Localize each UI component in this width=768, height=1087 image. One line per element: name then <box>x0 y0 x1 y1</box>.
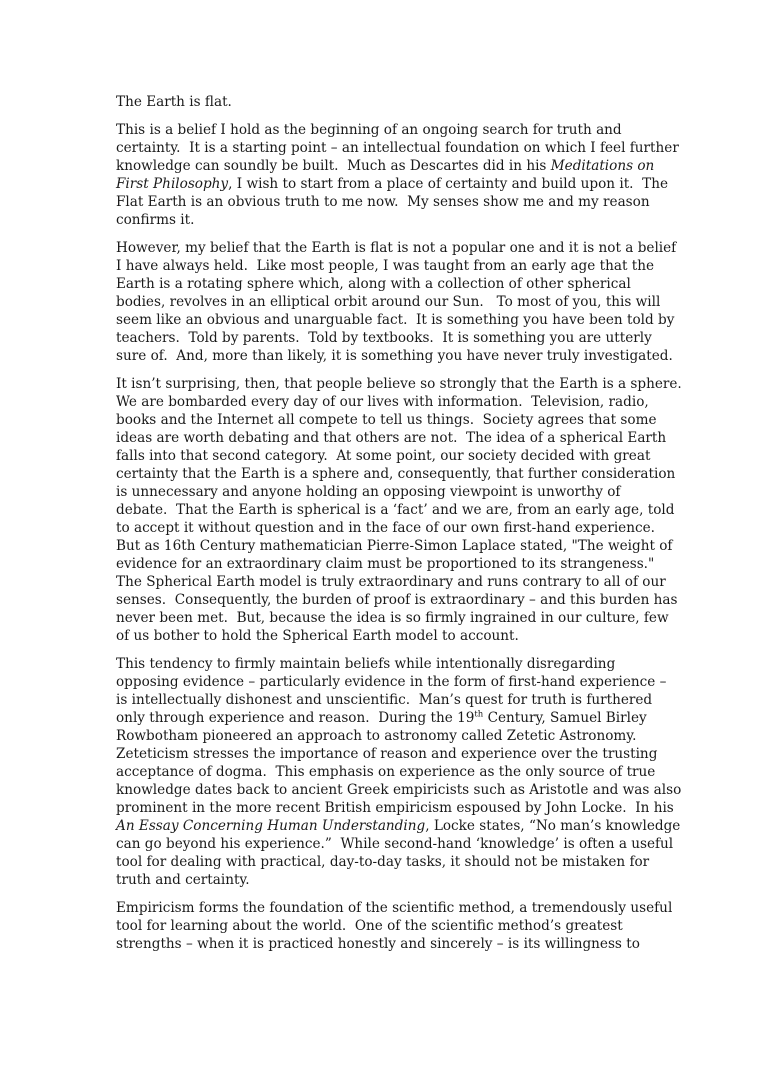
text-line: to accept it without question and in the face of our own first-hand experience. <box>116 520 655 536</box>
text-line: certainty. It is a starting point – an intellectual foundation on which I feel further <box>116 140 679 156</box>
text-line <box>116 817 681 835</box>
text-line: confirms it. <box>116 212 195 228</box>
text-run: , I wish to start from a place of certainty and build upon it. The <box>228 176 669 192</box>
text-line: of us bother to hold the Spherical Earth model to account. <box>116 628 519 644</box>
text-line: It isn’t surprising, then, that people believe so strongly that the Earth is a sphere. <box>116 376 682 392</box>
text-line: Earth is a rotating sphere which, along with a collection of other spherical <box>116 276 631 292</box>
text-line <box>116 157 656 175</box>
text-line: I have always held. Like most people, I was taught from an early age that the <box>116 258 654 274</box>
text-line: never been met. But, because the idea is so firmly ingrained in our culture, few <box>116 610 669 626</box>
text-line: is unnecessary and anyone holding an opposing viewpoint is unworthy of <box>116 484 621 500</box>
text-line: bodies, revolves in an elliptical orbit around our Sun. To most of you, this will <box>116 294 661 310</box>
text-line: The Spherical Earth model is truly extraordinary and runs contrary to all of our <box>116 574 666 590</box>
text-line: Flat Earth is an obvious truth to me now. My senses show me and my reason <box>116 194 650 210</box>
text-run: , Locke states, “No man’s knowledge <box>425 818 681 834</box>
paragraph-4 <box>116 655 682 889</box>
title-text: The Earth is flat. <box>116 94 232 110</box>
text-line: acceptance of dogma. This emphasis on experience as the only source of true <box>116 764 656 780</box>
text-line: However, my belief that the Earth is flat is not a popular one and it is not a belief <box>116 240 677 256</box>
text-line: books and the Internet all compete to tell us things. Society agrees that some <box>116 412 657 428</box>
text-line: This tendency to firmly maintain beliefs while intentionally disregarding <box>116 656 616 672</box>
text-line: Empiricism forms the foundation of the scientific method, a tremendously useful <box>116 900 673 916</box>
book-title-italic: First Philosophy <box>116 176 229 192</box>
text-line: ideas are worth debating and that others are not. The idea of a spherical Earth <box>116 430 667 446</box>
text-line: truth and certainty. <box>116 872 250 888</box>
text-run: Century, Samuel Birley <box>483 710 647 726</box>
text-line: We are bombarded every day of our lives with information. Television, radio, <box>116 394 649 410</box>
ordinal-superscript: th <box>474 709 484 720</box>
text-line: knowledge dates back to ancient Greek empiricists such as Aristotle and was also <box>116 782 682 798</box>
book-title-italic: An Essay Concerning Human Understanding <box>116 818 426 834</box>
text-line: prominent in the more recent British empiricism espoused by John Locke. In his <box>116 800 674 816</box>
text-line <box>116 175 669 193</box>
text-line: strengths – when it is practiced honestly and sincerely – is its willingness to <box>116 936 640 952</box>
text-line: evidence for an extraordinary claim must be proportioned to its strangeness." <box>116 556 655 572</box>
text-line: Rowbotham pioneered an approach to astronomy called Zetetic Astronomy. <box>116 728 637 744</box>
text-line: seem like an obvious and unarguable fact. It is something you have been told by <box>116 312 675 328</box>
text-run: knowledge can soundly be built. Much as Descartes did in his <box>116 158 551 174</box>
text-line: teachers. Told by parents. Told by textbooks. It is something you are utterly <box>116 330 652 346</box>
text-line: sure of. And, more than likely, it is something you have never truly investigated. <box>116 348 673 364</box>
text-line: tool for dealing with practical, day-to-day tasks, it should not be mistaken for <box>116 854 650 870</box>
text-line: certainty that the Earth is a sphere and, consequently, that further consideration <box>116 466 676 482</box>
text-line: tool for learning about the world. One of the scientific method’s greatest <box>116 918 623 934</box>
paragraph-1 <box>116 121 679 229</box>
paragraph-5 <box>116 899 673 953</box>
text-line: can go beyond his experience.” While second-hand ‘knowledge’ is often a useful <box>116 836 674 852</box>
paragraph-3 <box>116 375 682 645</box>
text-line: is intellectually dishonest and unscientific. Man’s quest for truth is furthered <box>116 692 653 708</box>
paragraph-2 <box>116 239 677 365</box>
text-line: But as 16th Century mathematician Pierre-Simon Laplace stated, "The weight of <box>116 538 673 554</box>
text-line: opposing evidence – particularly evidence in the form of first-hand experience – <box>116 674 667 690</box>
book-title-italic: Meditations on <box>550 158 655 174</box>
text-line: debate. That the Earth is spherical is a ‘fact’ and we are, from an early age, told <box>116 502 675 518</box>
document-page <box>116 93 682 963</box>
text-line: This is a belief I hold as the beginning of an ongoing search for truth and <box>116 122 622 138</box>
text-line: falls into that second category. At some point, our society decided with great <box>116 448 651 464</box>
document-title <box>116 93 656 111</box>
text-line: senses. Consequently, the burden of proof is extraordinary – and this burden has <box>116 592 678 608</box>
text-line: Zeteticism stresses the importance of reason and experience over the trusting <box>116 746 658 762</box>
text-run: only through experience and reason. During the 19 <box>116 710 475 726</box>
text-line <box>116 709 656 727</box>
